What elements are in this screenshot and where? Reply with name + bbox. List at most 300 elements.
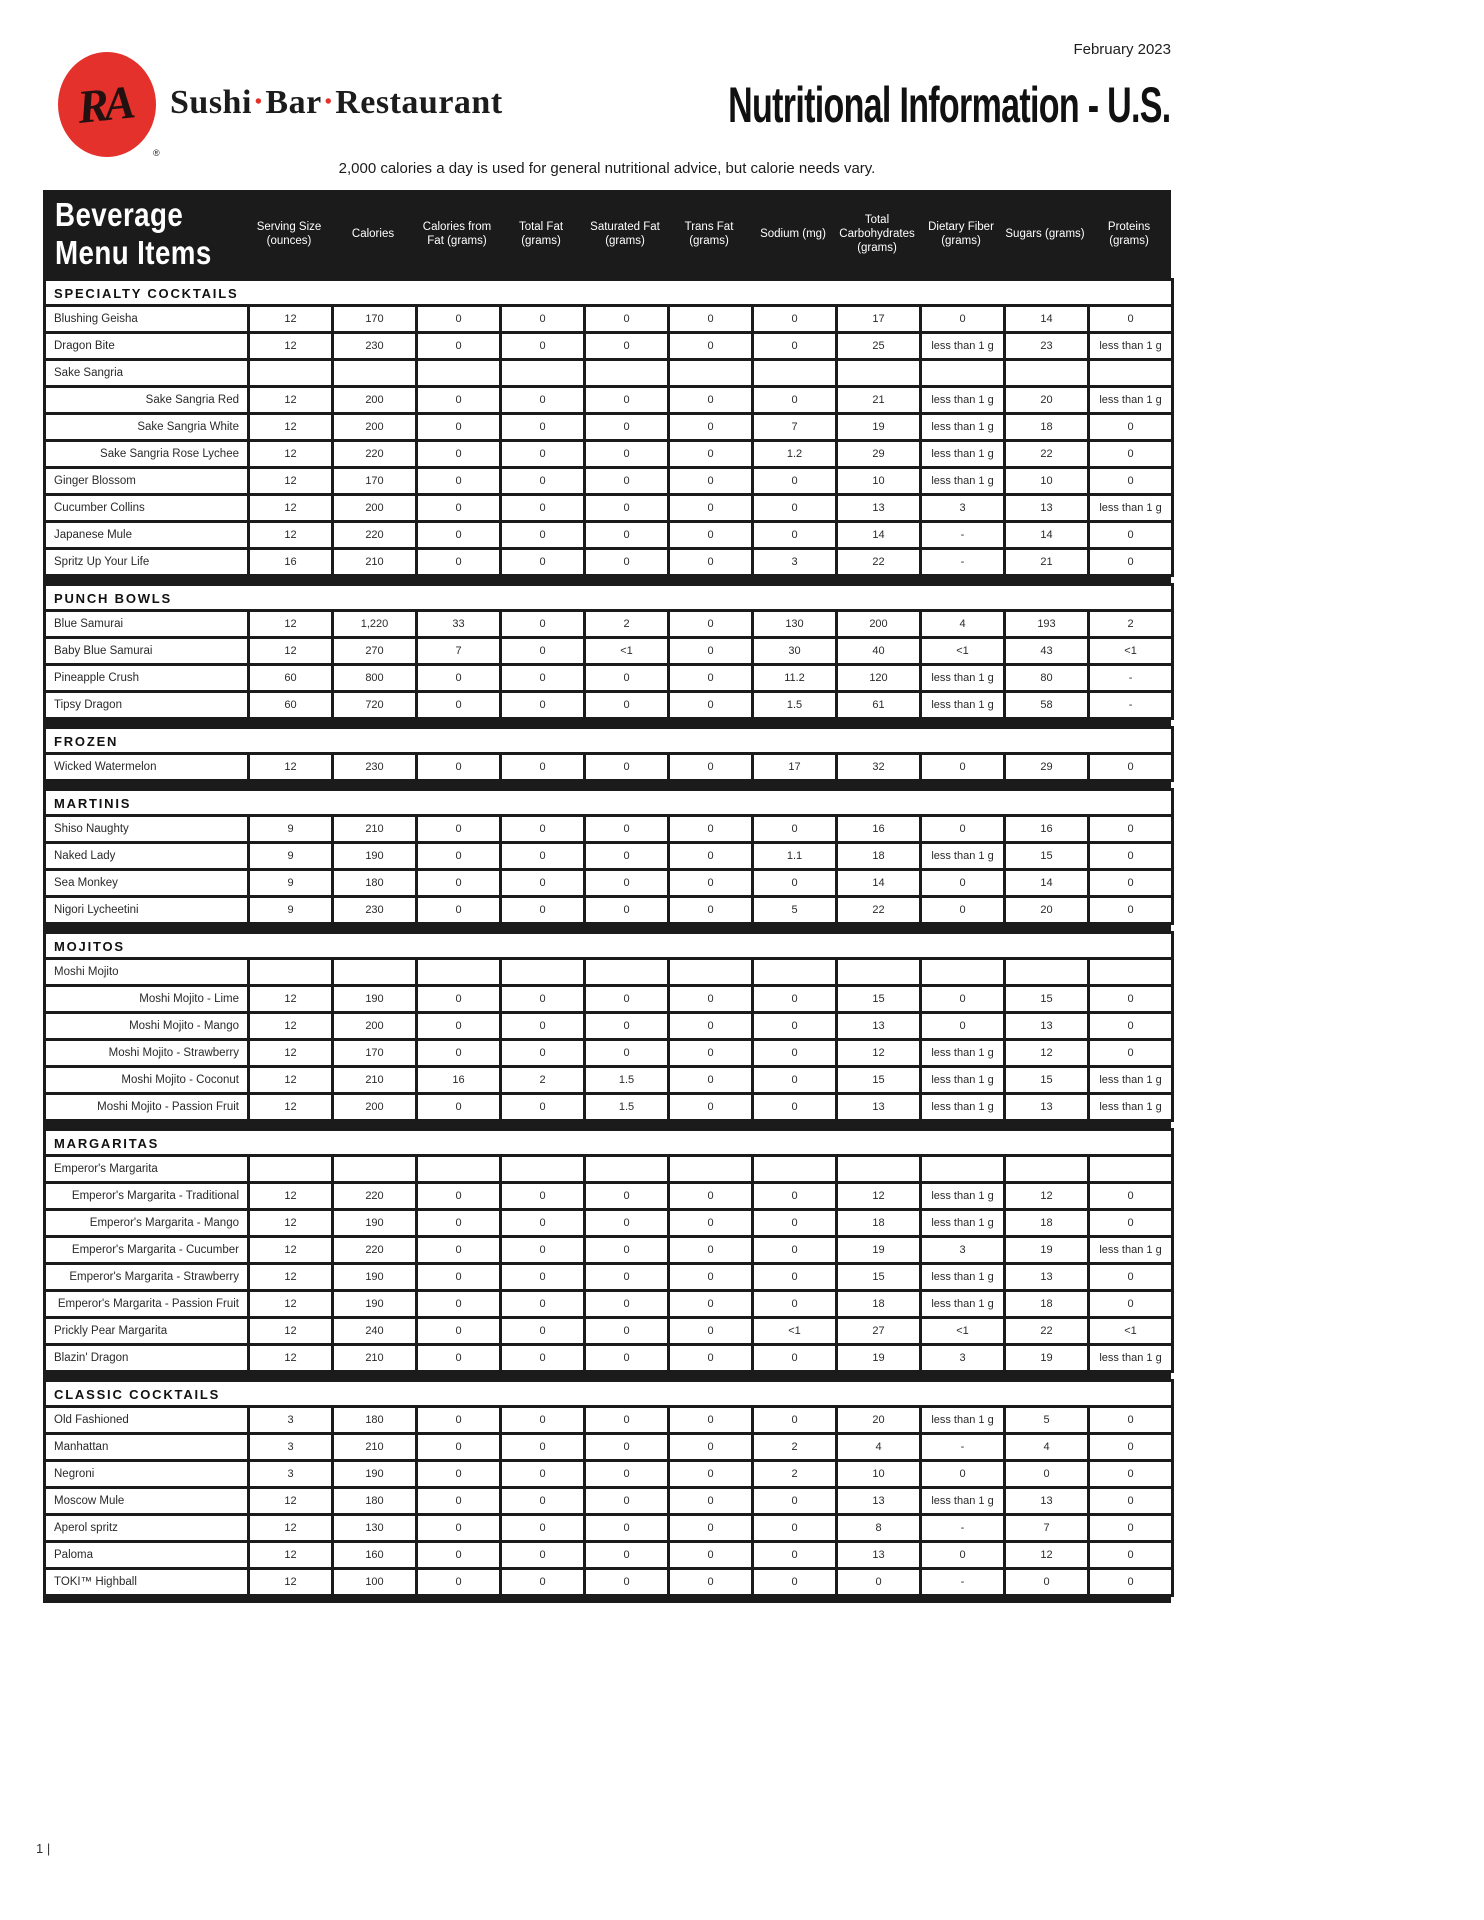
value-cell: 13	[837, 1488, 921, 1515]
value-cell: 0	[417, 754, 501, 781]
value-cell: 0	[585, 816, 669, 843]
value-cell: 100	[333, 1569, 417, 1596]
value-cell: 0	[417, 1542, 501, 1569]
wordmark-bar: Bar	[265, 84, 322, 121]
value-cell: 0	[417, 1237, 501, 1264]
table-row	[45, 1183, 1173, 1210]
value-cell: 0	[669, 1488, 753, 1515]
table-row	[45, 1434, 1173, 1461]
value-cell: 0	[417, 692, 501, 719]
value-cell: 12	[249, 468, 333, 495]
value-cell: less than 1 g	[921, 1264, 1005, 1291]
value-cell: 0	[417, 1569, 501, 1596]
value-cell: 2	[1089, 611, 1173, 638]
value-cell: 0	[585, 1461, 669, 1488]
item-name: Blazin' Dragon	[45, 1345, 249, 1372]
bullet-icon: •	[254, 91, 263, 113]
value-cell: 15	[1005, 986, 1089, 1013]
value-cell: 0	[753, 1210, 837, 1237]
wordmark-restaurant: Restaurant	[335, 84, 503, 121]
value-cell: 270	[333, 638, 417, 665]
value-cell: 220	[333, 1237, 417, 1264]
value-cell: 19	[1005, 1237, 1089, 1264]
column-header: Sodium (mg)	[760, 228, 826, 240]
value-cell: 0	[1089, 522, 1173, 549]
value-cell: 0	[417, 1040, 501, 1067]
value-cell: 0	[1089, 1407, 1173, 1434]
value-cell: 0	[1089, 441, 1173, 468]
column-header: Calories	[351, 228, 395, 240]
value-cell: 12	[249, 1237, 333, 1264]
value-cell: 0	[1089, 1434, 1173, 1461]
value-cell: 0	[1089, 1569, 1173, 1596]
value-cell: 3	[921, 1237, 1005, 1264]
value-cell: 14	[837, 870, 921, 897]
value-cell: 0	[921, 754, 1005, 781]
value-cell: 0	[417, 387, 501, 414]
value-cell: 0	[585, 1488, 669, 1515]
value-cell: 0	[417, 870, 501, 897]
column-header: Dietary Fiber (grams)	[928, 221, 994, 247]
value-cell: 0	[753, 1407, 837, 1434]
item-name: Blushing Geisha	[45, 306, 249, 333]
value-cell: 0	[501, 495, 585, 522]
value-cell: 0	[1089, 1515, 1173, 1542]
value-cell: 0	[753, 522, 837, 549]
section-header-row	[45, 790, 1173, 816]
value-cell: 29	[1005, 754, 1089, 781]
value-cell	[837, 360, 921, 387]
value-cell: 0	[585, 1407, 669, 1434]
value-cell: less than 1 g	[921, 1183, 1005, 1210]
value-cell: 200	[837, 611, 921, 638]
value-cell: 14	[1005, 522, 1089, 549]
value-cell: 0	[585, 306, 669, 333]
page-title-text: Nutritional Information - U.S.	[728, 77, 1171, 133]
value-cell: 23	[1005, 333, 1089, 360]
table-row	[45, 1156, 1173, 1183]
value-cell	[669, 959, 753, 986]
value-cell: 18	[1005, 414, 1089, 441]
value-cell: 20	[1005, 387, 1089, 414]
value-cell: 12	[249, 1094, 333, 1121]
table-row	[45, 1264, 1173, 1291]
value-cell: 0	[753, 1542, 837, 1569]
value-cell: 15	[837, 1067, 921, 1094]
value-cell: 12	[1005, 1183, 1089, 1210]
wordmark-sushi: Sushi	[170, 84, 252, 121]
value-cell	[1089, 360, 1173, 387]
value-cell	[1005, 1156, 1089, 1183]
value-cell: 8	[837, 1515, 921, 1542]
value-cell: 13	[837, 1542, 921, 1569]
value-cell: -	[921, 1569, 1005, 1596]
value-cell: 0	[501, 1291, 585, 1318]
column-header: Calories from Fat (grams)	[422, 221, 492, 247]
value-cell: 0	[417, 816, 501, 843]
value-cell: 22	[1005, 1318, 1089, 1345]
item-name: Aperol spritz	[45, 1515, 249, 1542]
item-name: Negroni	[45, 1461, 249, 1488]
value-cell: 0	[669, 1094, 753, 1121]
value-cell: less than 1 g	[1089, 495, 1173, 522]
value-cell: 170	[333, 468, 417, 495]
value-cell: 12	[249, 986, 333, 1013]
value-cell: 0	[753, 870, 837, 897]
value-cell: 230	[333, 333, 417, 360]
value-cell: 12	[249, 1210, 333, 1237]
value-cell: 60	[249, 692, 333, 719]
value-cell: 0	[669, 611, 753, 638]
value-cell: 4	[921, 611, 1005, 638]
value-cell: 0	[753, 495, 837, 522]
value-cell: 0	[417, 1515, 501, 1542]
value-cell: 0	[585, 1013, 669, 1040]
table-row	[45, 522, 1173, 549]
value-cell: less than 1 g	[1089, 387, 1173, 414]
value-cell: 0	[753, 306, 837, 333]
value-cell: 0	[1089, 1291, 1173, 1318]
value-cell: 12	[249, 441, 333, 468]
section-divider	[43, 1597, 1171, 1603]
item-name: Pineapple Crush	[45, 665, 249, 692]
value-cell	[585, 1156, 669, 1183]
value-cell: 170	[333, 306, 417, 333]
column-header: Trans Fat (grams)	[684, 221, 734, 247]
value-cell: 20	[837, 1407, 921, 1434]
value-cell: 27	[837, 1318, 921, 1345]
section-header-row	[45, 585, 1173, 611]
value-cell: 0	[501, 816, 585, 843]
table-row	[45, 1210, 1173, 1237]
value-cell: 29	[837, 441, 921, 468]
value-cell: 18	[837, 1210, 921, 1237]
value-cell: 0	[1089, 468, 1173, 495]
value-cell: 0	[417, 1291, 501, 1318]
value-cell: less than 1 g	[921, 1407, 1005, 1434]
value-cell: 0	[1089, 986, 1173, 1013]
value-cell: 0	[669, 1569, 753, 1596]
value-cell: 0	[501, 692, 585, 719]
value-cell: 12	[249, 1013, 333, 1040]
section-punch-bowls	[43, 583, 1174, 720]
value-cell: 0	[501, 522, 585, 549]
value-cell: 13	[837, 1013, 921, 1040]
value-cell: 200	[333, 1094, 417, 1121]
table-header	[43, 190, 1171, 278]
item-name: Moshi Mojito - Strawberry	[45, 1040, 249, 1067]
item-name: Sake Sangria Red	[45, 387, 249, 414]
value-cell: <1	[753, 1318, 837, 1345]
value-cell: 3	[921, 1345, 1005, 1372]
value-cell: 0	[585, 1264, 669, 1291]
value-cell: 0	[669, 754, 753, 781]
value-cell: 0	[417, 665, 501, 692]
item-name: Blue Samurai	[45, 611, 249, 638]
value-cell: 0	[1089, 1264, 1173, 1291]
value-cell: 0	[837, 1569, 921, 1596]
value-cell: 220	[333, 1183, 417, 1210]
item-name: Paloma	[45, 1542, 249, 1569]
value-cell: -	[1089, 692, 1173, 719]
value-cell	[417, 1156, 501, 1183]
value-cell: 0	[501, 1094, 585, 1121]
value-cell: 0	[417, 1264, 501, 1291]
ra-monogram: RA	[75, 76, 133, 134]
value-cell: 0	[1089, 816, 1173, 843]
value-cell: 0	[501, 1013, 585, 1040]
value-cell: 12	[837, 1183, 921, 1210]
value-cell: 11.2	[753, 665, 837, 692]
table-row	[45, 414, 1173, 441]
value-cell: 0	[753, 1515, 837, 1542]
item-name: Sake Sangria White	[45, 414, 249, 441]
value-cell: 0	[501, 1264, 585, 1291]
value-cell: 0	[1089, 897, 1173, 924]
value-cell: 0	[669, 1183, 753, 1210]
value-cell: 32	[837, 754, 921, 781]
item-name: Emperor's Margarita - Cucumber	[45, 1237, 249, 1264]
value-cell	[249, 1156, 333, 1183]
value-cell: 0	[753, 1040, 837, 1067]
value-cell: 0	[417, 897, 501, 924]
value-cell: 33	[417, 611, 501, 638]
value-cell: 9	[249, 897, 333, 924]
value-cell: 193	[1005, 611, 1089, 638]
value-cell: 210	[333, 816, 417, 843]
value-cell: 0	[585, 549, 669, 576]
value-cell	[501, 1156, 585, 1183]
table-row	[45, 468, 1173, 495]
value-cell: 12	[249, 1291, 333, 1318]
item-name: Manhattan	[45, 1434, 249, 1461]
value-cell: less than 1 g	[921, 333, 1005, 360]
value-cell: 0	[753, 816, 837, 843]
item-name: Sake Sangria Rose Lychee	[45, 441, 249, 468]
value-cell: 0	[501, 1345, 585, 1372]
value-cell: 0	[585, 754, 669, 781]
value-cell: 130	[753, 611, 837, 638]
value-cell: 15	[837, 986, 921, 1013]
value-cell: 15	[1005, 843, 1089, 870]
value-cell: 160	[333, 1542, 417, 1569]
value-cell: 0	[669, 306, 753, 333]
value-cell: 0	[669, 986, 753, 1013]
value-cell: 5	[753, 897, 837, 924]
value-cell: 0	[1089, 1013, 1173, 1040]
value-cell: less than 1 g	[921, 843, 1005, 870]
column-header: Saturated Fat (grams)	[590, 221, 660, 247]
item-name: Moshi Mojito - Lime	[45, 986, 249, 1013]
value-cell: 0	[1089, 306, 1173, 333]
value-cell: 0	[585, 897, 669, 924]
value-cell: 19	[837, 1345, 921, 1372]
value-cell: 0	[501, 665, 585, 692]
value-cell: 0	[921, 1542, 1005, 1569]
value-cell: 0	[585, 1183, 669, 1210]
value-cell: 2	[585, 611, 669, 638]
value-cell: less than 1 g	[921, 1040, 1005, 1067]
value-cell: 0	[585, 1542, 669, 1569]
value-cell: 0	[501, 897, 585, 924]
value-cell: 2	[501, 1067, 585, 1094]
value-cell: 0	[669, 1067, 753, 1094]
value-cell: 0	[501, 1434, 585, 1461]
value-cell: 22	[837, 897, 921, 924]
value-cell	[669, 1156, 753, 1183]
value-cell: 0	[753, 1345, 837, 1372]
value-cell: 0	[669, 387, 753, 414]
section-margaritas	[43, 1128, 1174, 1373]
value-cell: 13	[1005, 1013, 1089, 1040]
value-cell: 0	[1005, 1461, 1089, 1488]
value-cell: 0	[417, 522, 501, 549]
value-cell: 0	[501, 870, 585, 897]
value-cell: 800	[333, 665, 417, 692]
value-cell: 21	[837, 387, 921, 414]
value-cell: 12	[1005, 1040, 1089, 1067]
value-cell: 0	[585, 870, 669, 897]
value-cell: 0	[585, 1318, 669, 1345]
value-cell: 0	[585, 986, 669, 1013]
item-name: Emperor's Margarita - Passion Fruit	[45, 1291, 249, 1318]
table-row	[45, 1094, 1173, 1121]
section-mojitos	[43, 931, 1174, 1122]
value-cell: 0	[585, 1291, 669, 1318]
value-cell: 0	[585, 692, 669, 719]
value-cell: 0	[921, 1461, 1005, 1488]
value-cell: 210	[333, 1067, 417, 1094]
value-cell: 5	[1005, 1407, 1089, 1434]
value-cell: 220	[333, 522, 417, 549]
value-cell: 0	[1089, 1183, 1173, 1210]
item-name: Spritz Up Your Life	[45, 549, 249, 576]
value-cell: 12	[249, 387, 333, 414]
value-cell: less than 1 g	[921, 468, 1005, 495]
value-cell: 61	[837, 692, 921, 719]
value-cell: 0	[669, 1461, 753, 1488]
value-cell: 0	[1089, 1488, 1173, 1515]
value-cell: 0	[921, 306, 1005, 333]
value-cell: 3	[249, 1407, 333, 1434]
registered-mark-icon: ®	[153, 148, 160, 158]
item-name: Emperor's Margarita - Traditional	[45, 1183, 249, 1210]
value-cell: 0	[501, 1488, 585, 1515]
value-cell	[249, 959, 333, 986]
value-cell	[1005, 959, 1089, 986]
table-row	[45, 1461, 1173, 1488]
section-specialty-cocktails	[43, 278, 1174, 577]
value-cell: 0	[669, 1434, 753, 1461]
value-cell: 0	[501, 1040, 585, 1067]
value-cell	[585, 360, 669, 387]
value-cell: 130	[333, 1515, 417, 1542]
value-cell: 0	[501, 986, 585, 1013]
value-cell: less than 1 g	[921, 387, 1005, 414]
value-cell	[753, 1156, 837, 1183]
value-cell: 0	[501, 843, 585, 870]
section-title: PUNCH BOWLS	[45, 585, 1173, 611]
value-cell: <1	[921, 638, 1005, 665]
item-name: Naked Lady	[45, 843, 249, 870]
section-classic-cocktails	[43, 1379, 1174, 1597]
value-cell: 210	[333, 549, 417, 576]
value-cell: 0	[417, 1183, 501, 1210]
item-name: Sea Monkey	[45, 870, 249, 897]
value-cell: 12	[249, 414, 333, 441]
value-cell: -	[921, 522, 1005, 549]
value-cell: 0	[753, 986, 837, 1013]
value-cell: 0	[585, 1345, 669, 1372]
value-cell: 0	[669, 333, 753, 360]
value-cell: 0	[669, 1407, 753, 1434]
table-row	[45, 1488, 1173, 1515]
value-cell: 200	[333, 1013, 417, 1040]
value-cell: 13	[837, 1094, 921, 1121]
value-cell: 3	[921, 495, 1005, 522]
value-cell	[1089, 959, 1173, 986]
value-cell: 12	[837, 1040, 921, 1067]
value-cell: 30	[753, 638, 837, 665]
table-row	[45, 611, 1173, 638]
value-cell: 200	[333, 387, 417, 414]
table-row	[45, 306, 1173, 333]
item-name: Emperor's Margarita - Mango	[45, 1210, 249, 1237]
value-cell: 12	[249, 1318, 333, 1345]
value-cell: 0	[501, 754, 585, 781]
value-cell: 3	[249, 1461, 333, 1488]
value-cell: -	[921, 549, 1005, 576]
section-header-row	[45, 1381, 1173, 1407]
value-cell: 0	[669, 1318, 753, 1345]
item-name: TOKI™ Highball	[45, 1569, 249, 1596]
value-cell: 0	[417, 495, 501, 522]
value-cell: 0	[669, 665, 753, 692]
page-number: 1 |	[36, 1841, 51, 1856]
value-cell: 0	[585, 665, 669, 692]
value-cell: 0	[1089, 870, 1173, 897]
item-name: Moscow Mule	[45, 1488, 249, 1515]
value-cell: 13	[1005, 1094, 1089, 1121]
value-cell: 12	[249, 1488, 333, 1515]
value-cell	[1089, 1156, 1173, 1183]
value-cell	[753, 360, 837, 387]
table-row	[45, 360, 1173, 387]
value-cell: 0	[753, 1067, 837, 1094]
value-cell: 21	[1005, 549, 1089, 576]
value-cell: 0	[753, 1013, 837, 1040]
item-name: Moshi Mojito - Coconut	[45, 1067, 249, 1094]
value-cell: 0	[417, 306, 501, 333]
value-cell: 0	[753, 1569, 837, 1596]
item-name: Moshi Mojito - Passion Fruit	[45, 1094, 249, 1121]
value-cell: 10	[837, 468, 921, 495]
value-cell: 180	[333, 870, 417, 897]
value-cell: 0	[753, 1264, 837, 1291]
value-cell: 12	[249, 611, 333, 638]
value-cell: 0	[585, 414, 669, 441]
value-cell: 0	[417, 1407, 501, 1434]
value-cell: 16	[249, 549, 333, 576]
value-cell: 0	[417, 1488, 501, 1515]
item-name: Wicked Watermelon	[45, 754, 249, 781]
value-cell: 0	[753, 1183, 837, 1210]
document-date: February 2023	[1073, 41, 1171, 58]
section-title: MARGARITAS	[45, 1130, 1173, 1156]
value-cell: 0	[921, 816, 1005, 843]
value-cell: 0	[669, 897, 753, 924]
value-cell: 0	[585, 468, 669, 495]
